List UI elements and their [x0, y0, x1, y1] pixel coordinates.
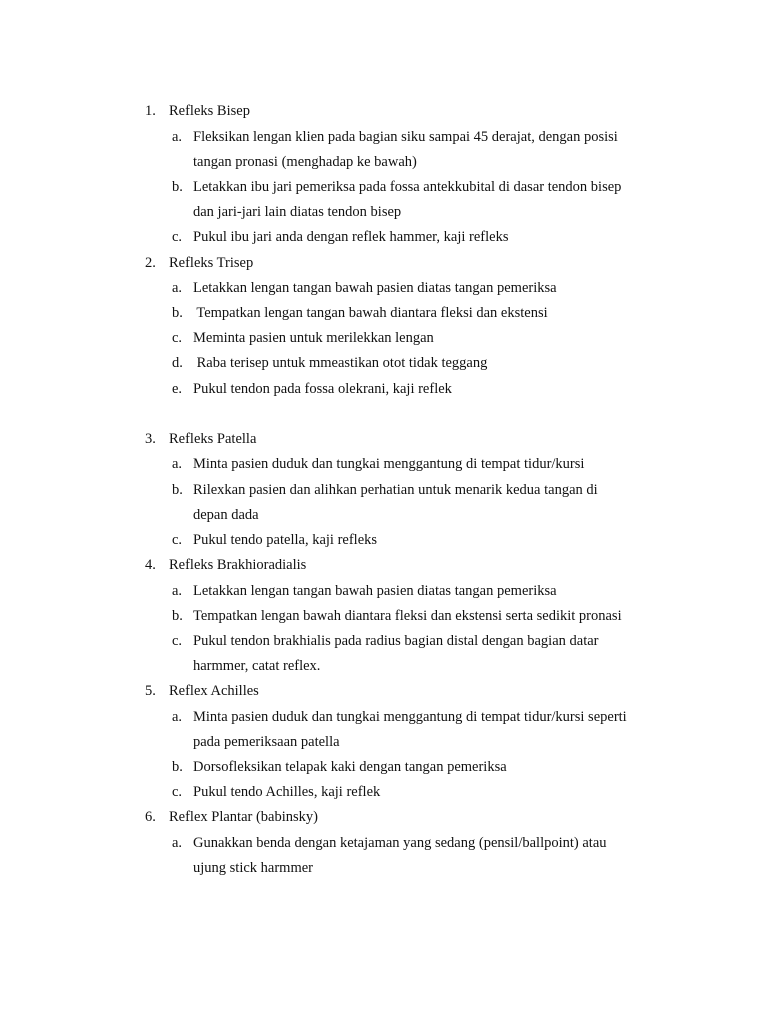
sub-item-text: Pukul tendo patella, kaji refleks — [193, 532, 378, 548]
sub-item-letter: a. — [172, 709, 183, 725]
sub-item-text: Pukul tendon brakhialis pada radius bagian distal dengan bagian datar — [193, 633, 599, 649]
sub-item-text: pada pemeriksaan patella — [193, 734, 340, 750]
sub-item-text: Gunakkan benda dengan ketajaman yang sedang (pensil/ballpoint) atau — [193, 835, 607, 851]
sub-item-text: Rilexkan pasien dan alihkan perhatian untuk menarik kedua tangan di — [193, 482, 598, 498]
sub-item-letter: a. — [172, 280, 183, 296]
sub-item-text: Dorsofleksikan telapak kaki dengan tangan pemeriksa — [193, 759, 507, 775]
sub-item-letter: d. — [172, 355, 183, 371]
item-number: 4. — [145, 557, 156, 573]
sub-item-text: Tempatkan lengan bawah diantara fleksi dan ekstensi serta sedikit pronasi — [193, 608, 622, 624]
sub-item-letter: a. — [172, 129, 183, 145]
item-title: Reflex Plantar (babinsky) — [169, 809, 318, 825]
sub-item-text: Letakkan lengan tangan bawah pasien diatas tangan pemeriksa — [193, 583, 557, 599]
sub-item-text: Raba terisep untuk mmeastikan otot tidak teggang — [193, 355, 488, 371]
sub-item-letter: a. — [172, 456, 183, 472]
sub-item-text: tangan pronasi (menghadap ke bawah) — [193, 154, 417, 170]
sub-item-letter: b. — [172, 482, 183, 498]
item-number: 3. — [145, 431, 156, 447]
item-title: Reflex Achilles — [169, 683, 259, 699]
sub-item-letter: c. — [172, 532, 183, 548]
sub-item-letter: b. — [172, 179, 183, 195]
sub-item-text: Letakkan ibu jari pemeriksa pada fossa antekkubital di dasar tendon bisep — [193, 179, 622, 195]
item-number: 2. — [145, 255, 156, 271]
sub-item-letter: c. — [172, 229, 183, 245]
sub-item-text: dan jari-jari lain diatas tendon bisep — [193, 204, 402, 220]
sub-item-letter: b. — [172, 759, 183, 775]
item-title: Refleks Trisep — [169, 255, 254, 271]
item-number: 5. — [145, 683, 156, 699]
sub-item-letter: b. — [172, 608, 183, 624]
sub-item-letter: b. — [172, 305, 183, 321]
item-title: Refleks Bisep — [169, 103, 250, 119]
item-number: 1. — [145, 103, 156, 119]
sub-item-letter: c. — [172, 330, 183, 346]
item-title: Refleks Brakhioradialis — [169, 557, 307, 573]
sub-item-letter: a. — [172, 583, 183, 599]
sub-item-letter: c. — [172, 633, 183, 649]
sub-item-letter: c. — [172, 784, 183, 800]
sub-item-text: Minta pasien duduk dan tungkai menggantung di tempat tidur/kursi — [193, 456, 585, 472]
sub-item-text: Pukul tendon pada fossa olekrani, kaji reflek — [193, 381, 452, 397]
sub-item-text: Pukul tendo Achilles, kaji reflek — [193, 784, 381, 800]
sub-item-letter: a. — [172, 835, 183, 851]
sub-item-text: ujung stick harmmer — [193, 860, 314, 876]
sub-item-text: Tempatkan lengan tangan bawah diantara fleksi dan ekstensi — [193, 305, 548, 321]
sub-item-text: Letakkan lengan tangan bawah pasien diatas tangan pemeriksa — [193, 280, 557, 296]
item-title: Refleks Patella — [169, 431, 257, 447]
sub-item-text: Pukul ibu jari anda dengan reflek hammer, kaji refleks — [193, 229, 509, 245]
sub-item-text: Minta pasien duduk dan tungkai menggantung di tempat tidur/kursi seperti — [193, 709, 627, 725]
sub-item-text: depan dada — [193, 507, 259, 523]
item-number: 6. — [145, 809, 156, 825]
sub-item-text: Fleksikan lengan klien pada bagian siku sampai 45 derajat, dengan posisi — [193, 129, 618, 145]
sub-item-text: harmmer, catat reflex. — [193, 658, 321, 674]
sub-item-letter: e. — [172, 381, 183, 397]
sub-item-text: Meminta pasien untuk merilekkan lengan — [193, 330, 434, 346]
